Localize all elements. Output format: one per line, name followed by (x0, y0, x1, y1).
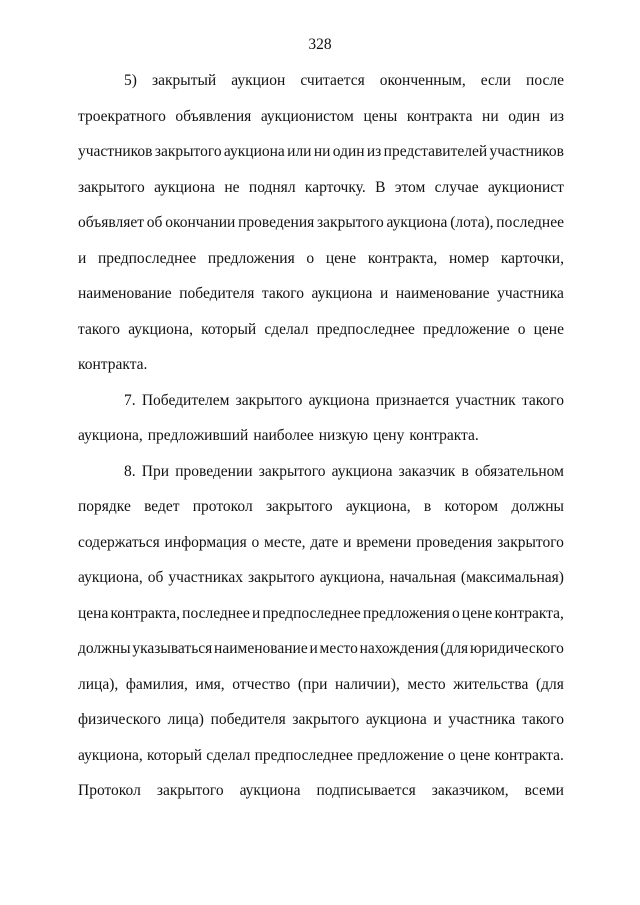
text-line: закрытого аукциона не поднял карточку. В этом случае аукционист (78, 178, 564, 196)
paragraph-p8 (78, 454, 564, 809)
text-line: наименование победителя такого аукциона и наименование участника (78, 285, 564, 302)
text-line: цена контракта, последнее и предпоследнее предложения о цене контракта, (78, 604, 564, 622)
paragraph-p5 (78, 63, 564, 383)
text-line: 5) закрытый аукцион считается оконченным, если после (124, 72, 564, 89)
text-line: 7. Победителем закрытого аукциона признается участник такого (124, 391, 564, 409)
text-line: аукциона, предложивший наиболее низкую цену контракта. (78, 427, 479, 444)
text-line: троекратного объявления аукционистом цены контракта ни один из (78, 107, 564, 125)
text-line: и предпоследнее предложения о цене контракта, номер карточки, (78, 249, 564, 267)
text-line: Протокол закрытого аукциона подписывается заказчиком, всеми (78, 782, 564, 799)
document-body (78, 63, 564, 809)
text-line: физического лица) победителя закрытого аукциона и участника такого (78, 711, 564, 728)
paragraph-p7 (78, 383, 564, 454)
text-line: контракта. (78, 356, 148, 373)
text-line: порядке ведет протокол закрытого аукциона, в котором должны (78, 498, 564, 515)
text-line: должны указываться наименование и место нахождения (для юридического (78, 640, 564, 657)
text-line: участников закрытого аукциона или ни один из представителей участников (78, 143, 564, 160)
text-line: 8. При проведении закрытого аукциона заказчик в обязательном (124, 462, 564, 480)
text-line: содержаться информация о месте, дате и времени проведения закрытого (78, 533, 564, 551)
text-line: объявляет об окончании проведения закрытого аукциона (лота), последнее (78, 214, 564, 231)
page-number: 328 (308, 36, 332, 53)
text-line: аукциона, об участниках закрытого аукциона, начальная (максимальная) (78, 569, 564, 586)
text-line: лица), фамилия, имя, отчество (при наличии), место жительства (для (78, 675, 564, 693)
text-line: такого аукциона, который сделал предпоследнее предложение о цене (78, 320, 564, 338)
text-line: аукциона, который сделал предпоследнее предложение о цене контракта. (78, 746, 564, 764)
